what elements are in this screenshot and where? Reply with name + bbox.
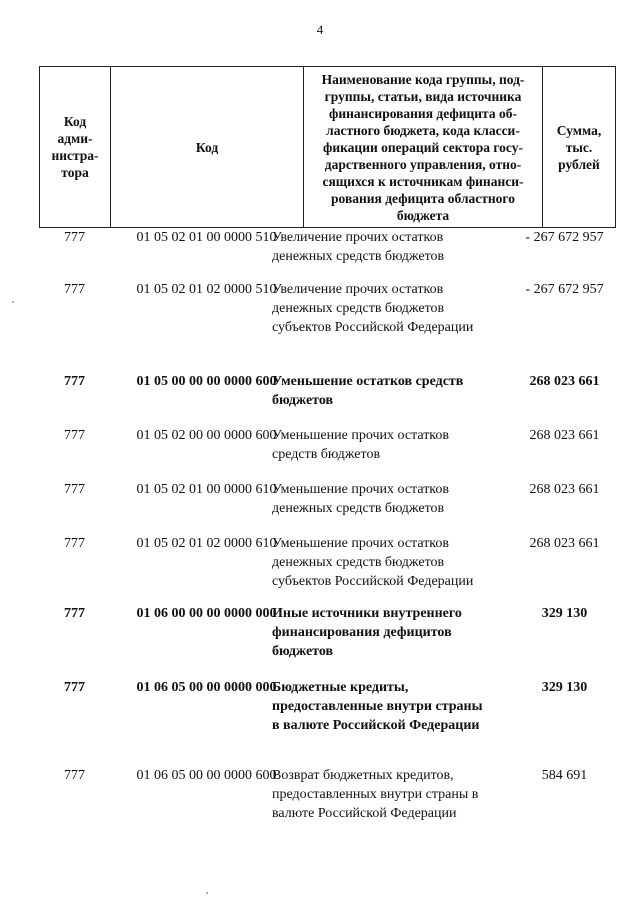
cell-name: Увеличение прочих остатков денежных средств бюджетов xyxy=(272,230,445,264)
cell-admin: 777 xyxy=(64,282,85,297)
cell-admin: 777 xyxy=(64,482,85,497)
cell-code: 01 05 02 01 02 0000 510 xyxy=(136,282,277,297)
header-name: Наименование кода группы, под- группы, статьи, вида источника финансирования дефицита об- ластного бюджета, кода класси- фикации операций сектора госу- дарственного управления, отно- сящихся к источникам финанси- рования дефицита областного бюджета xyxy=(304,67,543,228)
cell-sum: - 267 672 957 xyxy=(525,282,604,297)
cell-code: 01 05 02 01 00 0000 610 xyxy=(136,482,277,497)
cell-code: 01 05 00 00 00 0000 600 xyxy=(136,374,277,389)
cell-name: Возврат бюджетных кредитов, предоставленных внутри страны в валюте Российской Федерации xyxy=(272,768,479,821)
header-row xyxy=(40,67,616,228)
cell-admin: 777 xyxy=(64,606,85,621)
cell-sum: 268 023 661 xyxy=(529,374,600,389)
cell-admin: 777 xyxy=(64,768,85,783)
cell-admin: 777 xyxy=(64,680,85,695)
cell-sum: 268 023 661 xyxy=(529,536,600,551)
cell-code: 01 05 02 01 02 0000 610 xyxy=(136,536,277,551)
scan-speck xyxy=(12,301,14,303)
cell-name: Уменьшение прочих остатков денежных средств бюджетов субъектов Российской Федерации xyxy=(272,536,474,589)
cell-name: Уменьшение остатков средств бюджетов xyxy=(272,374,464,408)
cell-name: Уменьшение прочих остатков денежных средств бюджетов xyxy=(272,482,450,516)
cell-sum: 268 023 661 xyxy=(529,428,600,443)
cell-code: 01 06 05 00 00 0000 600 xyxy=(136,768,277,783)
cell-code: 01 06 05 00 00 0000 000 xyxy=(136,680,277,695)
scan-speck xyxy=(206,892,208,894)
cell-sum: 329 130 xyxy=(541,606,588,621)
table-header xyxy=(39,66,616,228)
header-sum: Сумма, тыс. рублей xyxy=(543,67,616,228)
cell-code: 01 05 02 00 00 0000 600 xyxy=(136,428,277,443)
page-number: 4 xyxy=(316,22,324,37)
header-admin-code: Код адми- нистра- тора xyxy=(40,67,111,228)
cell-admin: 777 xyxy=(64,374,85,389)
cell-name: Бюджетные кредиты, предоставленные внутри страны в валюте Российской Федерации xyxy=(272,680,483,733)
cell-code: 01 06 00 00 00 0000 000 xyxy=(136,606,277,621)
header-code: Код xyxy=(111,67,304,228)
cell-admin: 777 xyxy=(64,536,85,551)
cell-name: Увеличение прочих остатков денежных средств бюджетов субъектов Российской Федерации xyxy=(272,282,474,335)
cell-sum: 268 023 661 xyxy=(529,482,600,497)
cell-name: Уменьшение прочих остатков средств бюджетов xyxy=(272,428,450,462)
cell-sum: - 267 672 957 xyxy=(525,230,604,245)
cell-sum: 329 130 xyxy=(541,680,588,695)
cell-name: Иные источники внутреннего финансирования дефицитов бюджетов xyxy=(272,606,462,659)
cell-admin: 777 xyxy=(64,230,85,245)
cell-admin: 777 xyxy=(64,428,85,443)
cell-sum: 584 691 xyxy=(541,768,588,783)
cell-code: 01 05 02 01 00 0000 510 xyxy=(136,230,277,245)
